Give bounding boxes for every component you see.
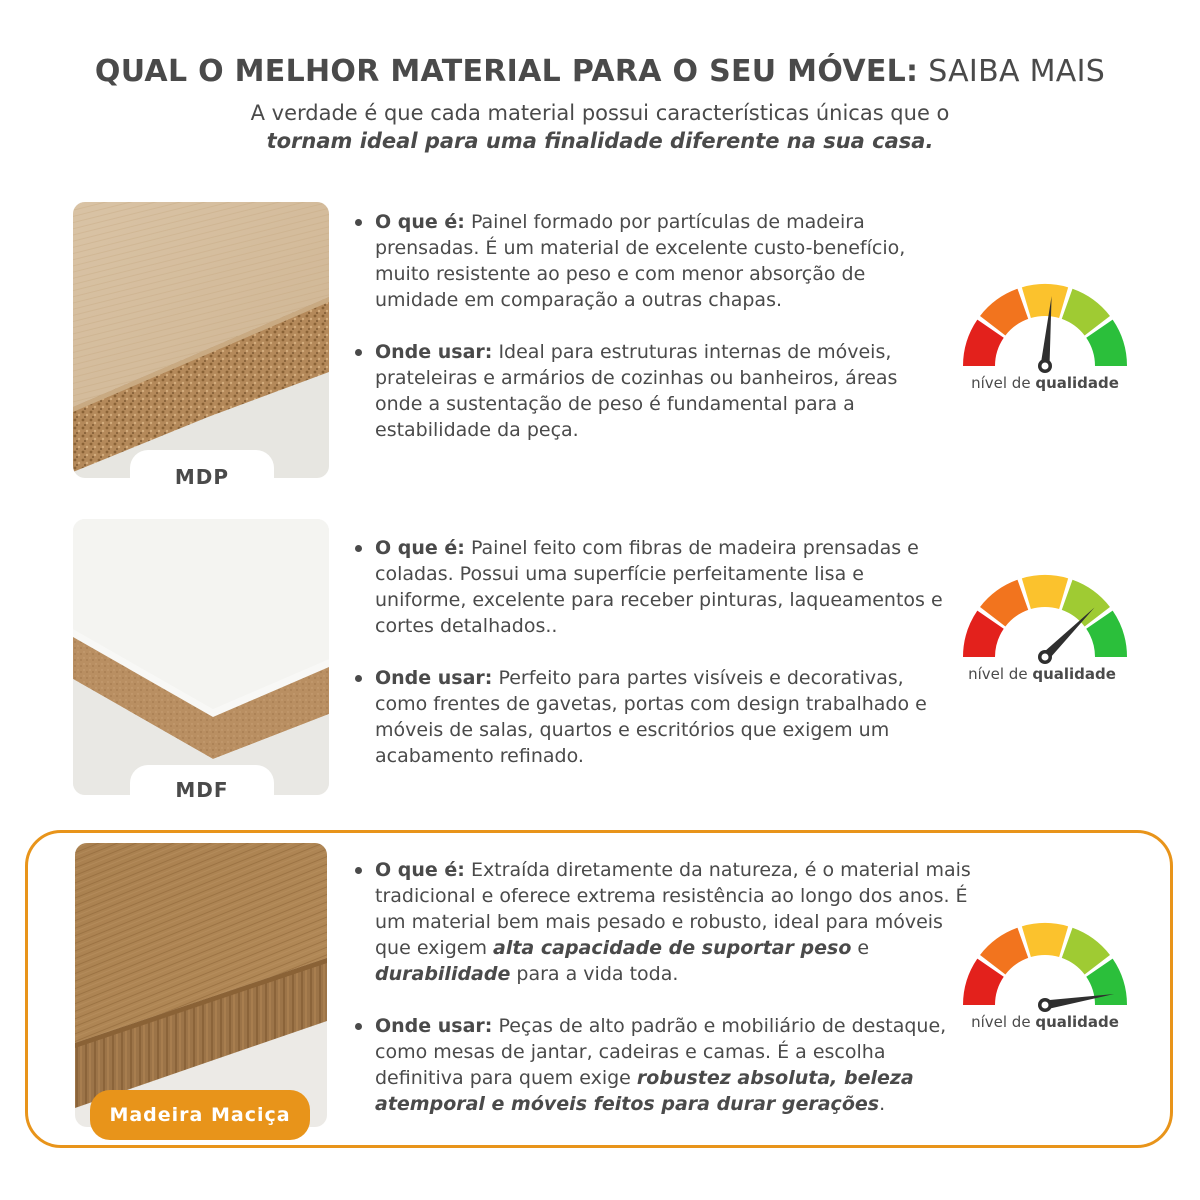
mdp-photo [73,202,329,478]
gauge-hub-center [1042,363,1049,370]
madeira-macica-what-item [353,857,973,987]
mdf-what-item [353,535,953,639]
gauge-caption-prefix: nível de [971,374,1031,392]
gauge-caption-bold: qualidade [1035,1013,1119,1031]
madeira-macica-photo [75,843,327,1127]
madeira-macica-label: Madeira Maciça [90,1090,310,1140]
gauge-hub-center [1042,1002,1049,1009]
gauge-caption-bold: qualidade [1032,665,1116,683]
mdp-description [353,209,943,443]
madeira-macica-description [353,857,973,1117]
mdp-what-item [353,209,943,313]
gauge-hub-center [1042,654,1049,661]
mdf-what-text: Painel feito com fibras de madeira prensadas e coladas. Possui uma superfície perfeitamente lisa e uniforme, excelente para receber pinturas, laqueamentos e cortes detalhados.. [375,537,943,637]
mdp-what-label: O que é: [375,211,465,233]
madeira-macica-where-emphasis: robustez absoluta, beleza atemporal e móveis feitos para durar gerações [375,1067,914,1115]
madeira-macica-where-text-2: . [879,1093,886,1115]
page-title [0,54,1200,90]
madeira-macica-what-emphasis-2: durabilidade [375,963,511,985]
page-title-light: SAIBA MAIS [928,54,1106,89]
mdp-where-text: Ideal para estruturas internas de móveis, prateleiras e armários de cozinhas ou banheiros, áreas onde a sustentação de peso é fundamental para a estabilidade da peça. [375,341,898,441]
madeira-macica-where-item [353,1013,973,1117]
subtitle-line-1: A verdade é que cada material possui características únicas que o [250,101,950,125]
madeira-macica-gauge-caption [945,1013,1145,1031]
gauge-caption-prefix: nível de [971,1013,1031,1031]
mdp-gauge-caption [945,374,1145,392]
gauge-segment-yellow [1022,923,1068,957]
madeira-macica-what-text-3: para a vida toda. [516,963,679,985]
mdf-where-label: Onde usar: [375,667,493,689]
madeira-macica-where-label: Onde usar: [375,1015,493,1037]
mdf-photo [73,519,329,795]
mdp-where-item [353,339,943,443]
madeira-macica-what-emphasis-1: alta capacidade de suportar peso [493,937,852,959]
mdp-quality-gauge [959,280,1131,380]
madeira-macica-what-text-1: Extraída diretamente da natureza, é o material mais tradicional e oferece extrema resistência ao longo dos anos. É um material bem mais pesado e robusto, ideal para móveis que exigem [375,859,971,959]
mdf-where-text: Perfeito para partes visíveis e decorativas, como frentes de gavetas, portas com design trabalhado e móveis de salas, quartos e escritórios que exigem um acabamento refinado. [375,667,927,767]
page-title-bold: QUAL O MELHOR MATERIAL PARA O SEU MÓVEL: [94,54,919,89]
mdp-label: MDP [130,450,274,486]
mdp-where-label: Onde usar: [375,341,493,363]
gauge-caption-bold: qualidade [1035,374,1119,392]
mdf-what-label: O que é: [375,537,465,559]
mdf-gauge-caption [942,665,1142,683]
madeira-macica-quality-gauge [959,919,1131,1019]
mdf-where-item [353,665,953,769]
gauge-segment-yellow [1022,284,1068,318]
mdf-quality-gauge [959,571,1131,671]
subtitle-line-2: tornam ideal para uma finalidade diferente na sua casa. [266,129,934,153]
madeira-macica-where-text-1: Peças de alto padrão e mobiliário de destaque, como mesas de jantar, cadeiras e camas. É a escolha definitiva para quem exige [375,1015,947,1089]
mdf-label: MDF [130,765,274,801]
gauge-segment-yellow [1022,575,1068,609]
mdf-description [353,535,953,769]
mdp-what-text: Painel formado por partículas de madeira prensadas. É um material de excelente custo-benefício, muito resistente ao peso e com menor absorção de umidade em comparação a outras chapas. [375,211,906,311]
madeira-macica-what-label: O que é: [375,859,465,881]
gauge-caption-prefix: nível de [968,665,1028,683]
madeira-macica-what-text-2: e [857,937,870,959]
